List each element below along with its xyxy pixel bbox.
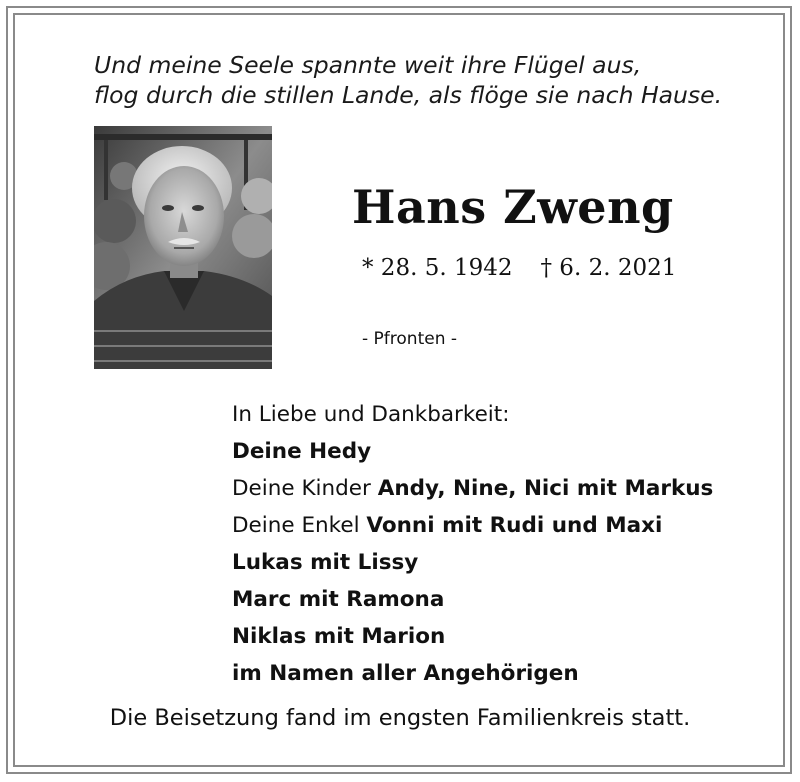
mourner-niklas: Niklas mit Marion (232, 624, 446, 649)
life-dates (362, 254, 676, 282)
portrait-photo (94, 126, 272, 369)
hometown: - Pfronten - (362, 329, 458, 349)
burial-notice: Die Beisetzung fand im engsten Familienkreis statt. (109, 705, 691, 731)
poem-line-1: Und meine Seele spannte weit ihre Flügel aus, (94, 51, 642, 79)
grandchildren-prefix: Deine Enkel (232, 513, 367, 538)
mourners-children-line (232, 470, 713, 507)
grandchildren-names: Vonni mit Rudi und Maxi (366, 513, 663, 538)
mourners-list (232, 396, 713, 692)
mourner-lukas: Lukas mit Lissy (232, 550, 419, 575)
children-names: Andy, Nine, Nici mit Markus (377, 476, 714, 501)
mourner-partner: Deine Hedy (232, 439, 372, 464)
birth-date: * 28. 5. 1942 (362, 255, 513, 281)
mourners-grandchildren-line (232, 507, 713, 544)
mourner-marc: Marc mit Ramona (232, 587, 445, 612)
poem-quote (94, 50, 774, 110)
mourners-intro: In Liebe und Dankbarkeit: (232, 402, 510, 427)
poem-line-2: flog durch die stillen Lande, als flöge sie nach Hause. (94, 81, 723, 109)
deceased-name: Hans Zweng (352, 180, 674, 234)
mourners-closing: im Namen aller Angehörigen (232, 661, 579, 686)
children-prefix: Deine Kinder (232, 476, 378, 501)
death-date: † 6. 2. 2021 (540, 255, 677, 281)
